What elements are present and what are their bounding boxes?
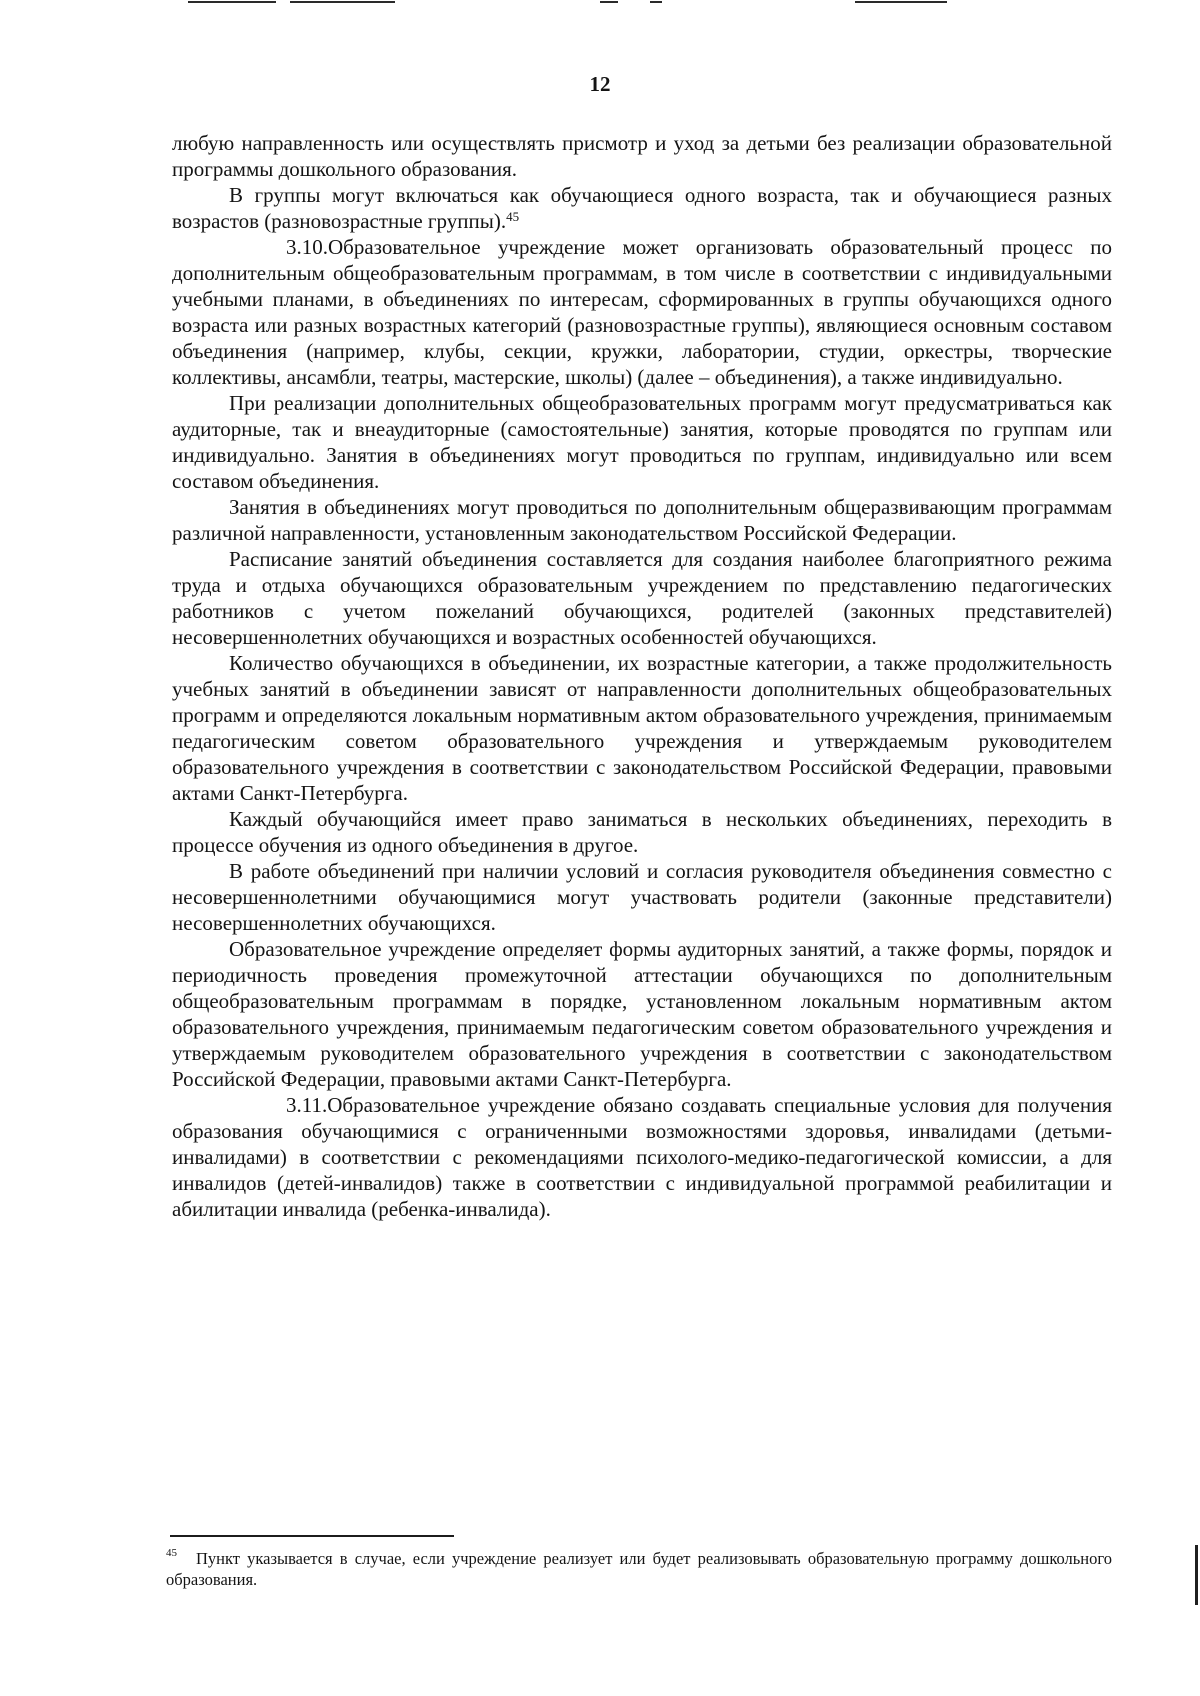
- paragraph: [172, 390, 1112, 494]
- paragraph-text: Количество обучающихся в объединении, их возрастные категории, а также продолжительность учебных занятий в объединении зависят от направленности дополнительных общеобразовательных программ и определяются локальным нормативным актом образовательного учреждения, принимаемым педагогическим советом образовательного учреждения и утверждаемым руководителем образовательного учреждения в соответствии с законодательством Российской Федерации, правовыми актами Санкт-Петербурга.: [172, 651, 1112, 805]
- scan-artifact-edge-mark: [1195, 1545, 1198, 1605]
- clause-number: 3.11.: [286, 1093, 328, 1117]
- paragraph-text: Образовательное учреждение обязано создавать специальные условия для получения образования обучающимися с ограниченными возможностями здоровья, инвалидами (детьми-инвалидами) в соответствии с рекомендациями психолого-медико-педагогической комиссии, а для инвалидов (детей-инвалидов) также в соответствии с индивидуальной программой реабилитации и абилитации инвалида (ребенка-инвалида).: [172, 1093, 1112, 1221]
- paragraph: [172, 858, 1112, 936]
- footnote-mark: 45: [166, 1547, 177, 1559]
- paragraph-text: любую направленность или осуществлять присмотр и уход за детьми без реализации образовательной программы дошкольного образования.: [172, 131, 1112, 181]
- clause-number: 3.10.: [286, 235, 328, 259]
- paragraph: [172, 546, 1112, 650]
- paragraph-text: При реализации дополнительных общеобразовательных программ могут предусматриваться как аудиторные, так и внеаудиторные (самостоятельные) занятия, которые проводятся по группам или индивидуально. Занятия в объединениях могут проводиться по группам, индивидуально или всем составом объединения.: [172, 391, 1112, 493]
- paragraph-text: Образовательное учреждение определяет формы аудиторных занятий, а также формы, порядок и периодичность проведения промежуточной аттестации обучающихся по дополнительным общеобразовательным программам в порядке, установленном локальным нормативным актом образовательного учреждения, принимаемым педагогическим советом образовательного учреждения и утверждаемым руководителем образовательного учреждения в соответствии с законодательством Российской Федерации, правовыми актами Санкт-Петербурга.: [172, 937, 1112, 1091]
- paragraph-continuation: [172, 130, 1112, 182]
- footnote-reference: 45: [506, 209, 520, 224]
- clause-3-11: [172, 1092, 1112, 1222]
- paragraph: [172, 650, 1112, 806]
- footnote-separator: [170, 1535, 454, 1537]
- paragraph-text: Образовательное учреждение может организовать образовательный процесс по дополнительным общеобразовательным программам, в том числе в соответствии с индивидуальными учебными планами, в объединениях по интересам, сформированных в группы обучающихся одного возраста или разных возрастных категорий (разновозрастные группы), являющиеся основным составом объединения (например, клубы, секции, кружки, лаборатории, студии, оркестры, творческие коллективы, ансамбли, театры, мастерские, школы) (далее – объединения), а также индивидуально.: [172, 235, 1112, 389]
- paragraph: [172, 936, 1112, 1092]
- page-number: 12: [589, 72, 611, 96]
- scan-artifact-top-lines: [0, 0, 1200, 6]
- paragraph-text: Занятия в объединениях могут проводиться по дополнительным общеразвивающим программам различной направленности, установленным законодательством Российской Федерации.: [172, 495, 1112, 545]
- footnote-text: Пункт указывается в случае, если учреждение реализует или будет реализовывать образовательную программу дошкольного образования.: [166, 1549, 1112, 1589]
- paragraph: [172, 806, 1112, 858]
- paragraph-text: Расписание занятий объединения составляется для создания наиболее благоприятного режима труда и отдыха обучающихся образовательным учреждением по представлению педагогических работников с учетом пожеланий обучающихся, родителей (законных представителей) несовершеннолетних обучающихся и возрастных особенностей обучающихся.: [172, 547, 1112, 649]
- paragraph-text: В работе объединений при наличии условий и согласия руководителя объединения совместно с несовершеннолетними обучающимися могут участвовать родители (законные представители) несовершеннолетних обучающихся.: [172, 859, 1112, 935]
- clause-3-10: [172, 234, 1112, 390]
- paragraph-text: Каждый обучающийся имеет право заниматься в нескольких объединениях, переходить в процессе обучения из одного объединения в другое.: [172, 807, 1112, 857]
- document-body: [172, 130, 1112, 1222]
- paragraph: [172, 182, 1112, 234]
- paragraph-text: В группы могут включаться как обучающиеся одного возраста, так и обучающиеся разных возрастов (разновозрастные группы).: [172, 183, 1112, 233]
- paragraph: [172, 494, 1112, 546]
- footnote: [166, 1548, 1112, 1590]
